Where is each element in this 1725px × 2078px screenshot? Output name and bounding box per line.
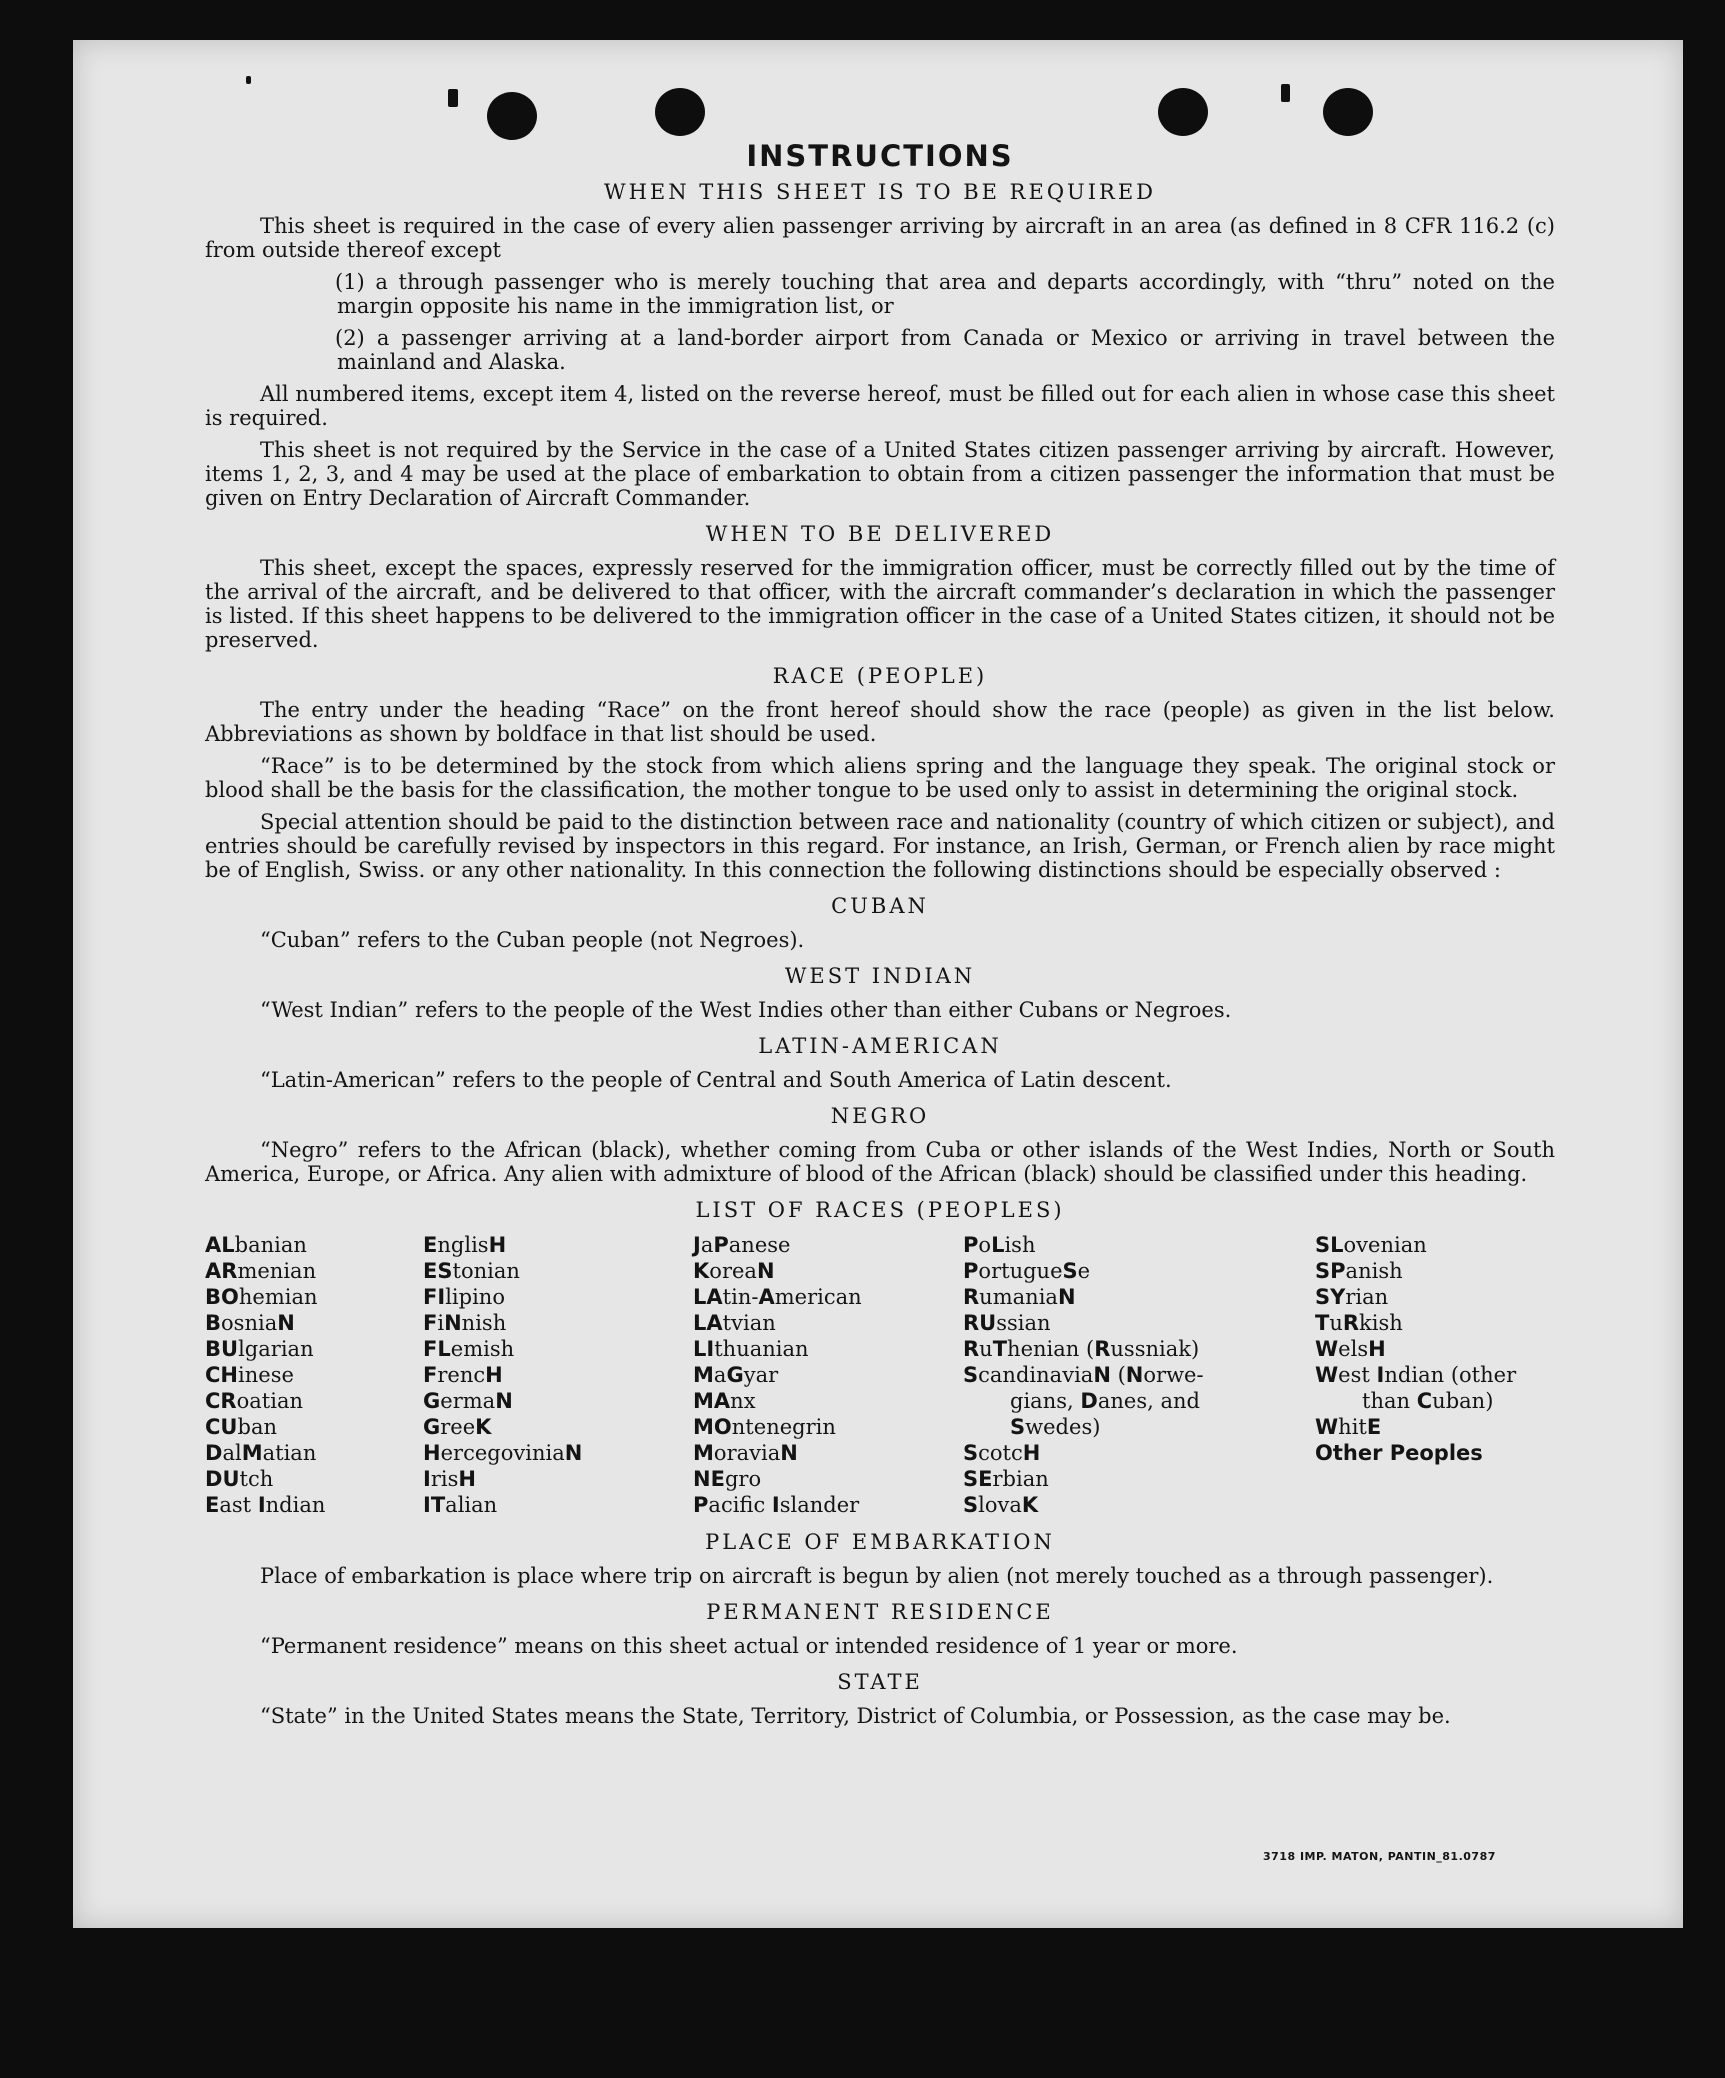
race-item: West Indian (other — [1315, 1363, 1517, 1387]
exception-item-1: (1) a through passenger who is merely touching that area and departs accordingly, with “thru” noted on the margin opposite his name in the immigration list, or — [335, 270, 1555, 318]
race-item: ARmenian — [205, 1259, 317, 1283]
paragraph-numbered-items: All numbered items, except item 4, listed on the reverse hereof, must be filled out for each alien in whose case this sheet is required. — [205, 382, 1555, 430]
race-item: CUban — [205, 1415, 277, 1439]
document-sheet — [73, 40, 1683, 1928]
race-item: HercegoviniaN — [423, 1441, 583, 1465]
race-item: CRoatian — [205, 1389, 304, 1413]
race-item: Pacifc Islander — [693, 1493, 860, 1517]
race-item: BUlgarian — [205, 1337, 314, 1361]
race-item: MAnx — [693, 1389, 756, 1413]
race-item-continued: gians, Danes, and — [1010, 1389, 1200, 1413]
race-item: EnglisH — [423, 1233, 507, 1257]
race-column-3 — [693, 1232, 963, 1518]
heading-state: STATE — [837, 1670, 923, 1694]
text-negro: “Negro” refers to the African (black), whether coming from Cuba or other islands of the West Indies, North or South America, Europe, or Africa. Any alien with admixture of blood of the African (black) should be classified under this heading. — [205, 1138, 1555, 1186]
text-state: “State” in the United States means the State, Territory, District of Columbia, or Possession, as the case may be. — [260, 1704, 1451, 1728]
race-item: ScandinaviaN (Norwe- — [963, 1363, 1204, 1387]
race-list — [205, 1232, 1555, 1518]
race-item: RUssian — [963, 1311, 1051, 1335]
instructions-content — [205, 100, 1555, 1736]
race-item: PortugueSe — [963, 1259, 1091, 1283]
race-item: MaGyar — [693, 1363, 779, 1387]
paragraph-required: This sheet is required in the case of every alien passenger arriving by aircraft in an area (as defined in 8 CFR 116.2 (c) from outside thereof except — [205, 214, 1555, 262]
heading-when-delivered: WHEN TO BE DELIVERED — [705, 522, 1055, 546]
race-item: NEgro — [693, 1467, 762, 1491]
race-item: SYrian — [1315, 1285, 1389, 1309]
race-item: GreeK — [423, 1415, 492, 1439]
race-item-continued: Swedes) — [1010, 1415, 1101, 1439]
text-embarkation: Place of embarkation is place where trip on aircraft is begun by alien (not merely touched as a through passenger). — [260, 1564, 1494, 1588]
race-item: TuRkish — [1315, 1311, 1403, 1335]
paragraph-citizen: This sheet is not required by the Service in the case of a United States citizen passenger arriving by aircraft. However, items 1, 2, 3, and 4 may be used at the place of embarkation to obtain from a citizen passenger the information that must be given on Entry Declaration of Aircraft Commander. — [205, 438, 1555, 510]
printer-imprint: 3718 IMP. MATON, PANTIN_81.0787 — [1263, 1850, 1496, 1863]
heading-when-required: WHEN THIS SHEET IS TO BE REQUIRED — [603, 180, 1157, 204]
race-item: DUtch — [205, 1467, 274, 1491]
race-item: FIlipino — [423, 1285, 505, 1309]
text-cuban: “Cuban” refers to the Cuban people (not Negroes). — [260, 928, 805, 952]
heading-negro: NEGRO — [830, 1104, 930, 1128]
heading-permanent-residence: PERMANENT RESIDENCE — [706, 1600, 1054, 1624]
heading-west-indian: WEST INDIAN — [784, 964, 976, 988]
race-item: MOntenegrin — [693, 1415, 836, 1439]
race-item: FiNnish — [423, 1311, 507, 1335]
race-item: FrencH — [423, 1363, 503, 1387]
heading-list-of-races: LIST OF RACES (PEOPLES) — [695, 1198, 1065, 1222]
text-west-indian: “West Indian” refers to the people of the West Indies other than either Cubans or Negroes. — [260, 998, 1232, 1022]
race-item: BosniaN — [205, 1311, 295, 1335]
race-column-4 — [963, 1232, 1315, 1518]
race-item: RuThenian (Russniak) — [963, 1337, 1200, 1361]
race-item: CHinese — [205, 1363, 294, 1387]
paragraph-special-attention: Special attention should be paid to the distinction between race and nationality (country of which citizen or subject), and entries should be carefully revised by inspectors in this regard. For instance, an Irish, German, or French alien by race might be of English, Swiss. or any other nationality. In this connection the following distinctions should be especially observed : — [205, 810, 1555, 882]
text-permanent-residence: “Permanent residence” means on this sheet actual or intended residence of 1 year or more. — [260, 1634, 1238, 1658]
paragraph-race-entry: The entry under the heading “Race” on the front hereof should show the race (people) as given in the list below. Abbreviations as shown by boldface in that list should be used. — [205, 698, 1555, 746]
mark-3 — [246, 76, 251, 84]
heading-embarkation: PLACE OF EMBARKATION — [705, 1530, 1055, 1554]
race-item: SlovaK — [963, 1493, 1039, 1517]
race-item: GermaN — [423, 1389, 513, 1413]
race-item: ALbanian — [205, 1233, 307, 1257]
race-item: ScotcH — [963, 1441, 1041, 1465]
race-item: KoreaN — [693, 1259, 775, 1283]
race-item: IrisH — [423, 1467, 476, 1491]
race-item: LAtvian — [693, 1311, 776, 1335]
race-item: BOhemian — [205, 1285, 318, 1309]
paragraph-race-determined: “Race” is to be determined by the stock from which aliens spring and the language they speak. The original stock or blood shall be the basis for the classification, the mother tongue to be used only to assist in determining the original stock. — [205, 754, 1555, 802]
race-item: ITalian — [423, 1493, 498, 1517]
race-item-continued: than Cuban) — [1362, 1389, 1494, 1413]
race-item: SErbian — [963, 1467, 1049, 1491]
race-item: LIthuanian — [693, 1337, 809, 1361]
heading-latin-american: LATIN-AMERICAN — [758, 1034, 1002, 1058]
race-column-2 — [423, 1232, 693, 1518]
race-item: FLemish — [423, 1337, 515, 1361]
page-title: INSTRUCTIONS — [746, 139, 1014, 173]
race-item: WhitE — [1315, 1415, 1382, 1439]
race-item: EStonian — [423, 1259, 520, 1283]
exception-item-2: (2) a passenger arriving at a land-border airport from Canada or Mexico or arriving in travel between the mainland and Alaska. — [335, 326, 1555, 374]
race-item: SPanish — [1315, 1259, 1403, 1283]
race-item: SLovenian — [1315, 1233, 1427, 1257]
race-column-5 — [1315, 1232, 1555, 1518]
race-item: East Indian — [205, 1493, 326, 1517]
race-item: PoLish — [963, 1233, 1036, 1257]
race-item: RumaniaN — [963, 1285, 1076, 1309]
race-item: WelsH — [1315, 1337, 1386, 1361]
race-item-other-peoples: Other Peoples — [1315, 1441, 1483, 1465]
heading-cuban: CUBAN — [831, 894, 929, 918]
race-column-1 — [205, 1232, 423, 1518]
text-latin-american: “Latin-American” refers to the people of Central and South America of Latin descent. — [260, 1068, 1172, 1092]
race-item: DalMatian — [205, 1441, 317, 1465]
race-item: JaPanese — [693, 1233, 791, 1257]
race-item: LAtin-American — [693, 1285, 862, 1309]
race-item: MoraviaN — [693, 1441, 798, 1465]
heading-race: RACE (PEOPLE) — [772, 664, 988, 688]
paragraph-delivered: This sheet, except the spaces, expressly reserved for the immigration officer, must be correctly filled out by the time of the arrival of the aircraft, and be delivered to that officer, with the aircraft commander’s declaration in which the passenger is listed. If this sheet happens to be delivered to the immigration officer in the case of a United States citizen, it should not be preserved. — [205, 556, 1555, 652]
